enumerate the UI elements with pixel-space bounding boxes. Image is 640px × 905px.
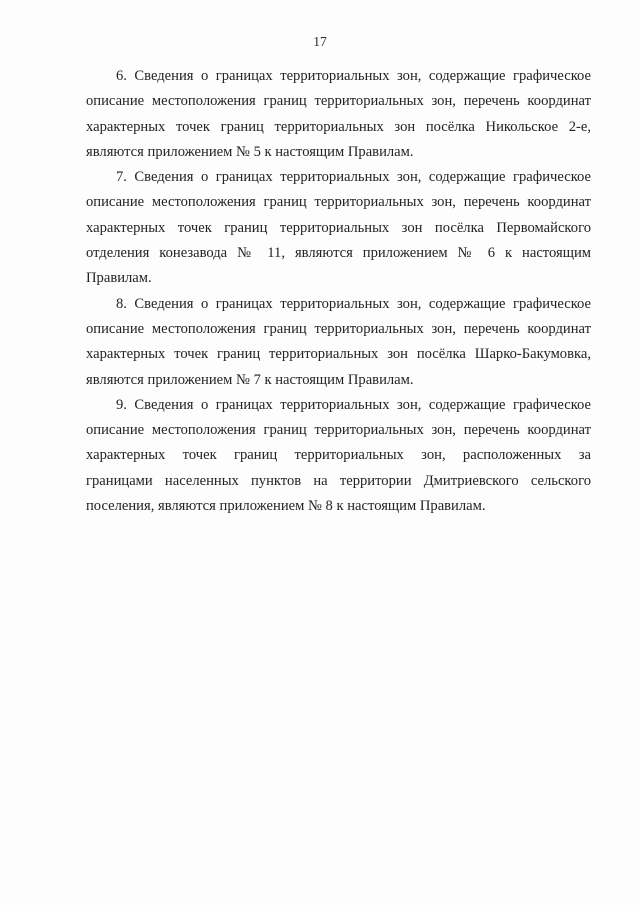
paragraph-line: являются приложением № 5 к настоящим Правилам.	[86, 143, 414, 160]
paragraph-9	[86, 393, 591, 519]
paragraph-line: характерных точек границ территориальных зон посёлка Никольское 2-е,	[86, 118, 591, 135]
paragraph-line: характерных точек границ территориальных зон посёлка Шарко-Бакумовка,	[86, 346, 591, 363]
paragraph-line: характерных точек границ территориальных зон посёлка Первомайского	[86, 219, 591, 236]
paragraph-line: описание местоположения границ территориальных зон, перечень координат	[86, 422, 591, 439]
paragraph-line: описание местоположения границ территориальных зон, перечень координат	[86, 93, 591, 110]
paragraph-line: поселения, являются приложением № 8 к настоящим Правилам.	[86, 498, 486, 515]
paragraph-8	[86, 292, 591, 393]
paragraph-line: 8. Сведения о границах территориальных зон, содержащие графическое	[116, 295, 591, 312]
paragraph-7	[86, 165, 591, 291]
paragraph-line: отделения конезавода № 11, являются приложением № 6 к настоящим	[86, 245, 591, 262]
paragraph-line: характерных точек границ территориальных зон, расположенных за	[86, 447, 591, 464]
paragraph-line: являются приложением № 7 к настоящим Правилам.	[86, 371, 414, 388]
paragraph-6	[86, 64, 591, 165]
paragraph-line: описание местоположения границ территориальных зон, перечень координат	[86, 194, 591, 211]
document-body	[86, 64, 591, 519]
page-number: 17	[313, 34, 327, 49]
paragraph-line: 9. Сведения о границах территориальных зон, содержащие графическое	[116, 396, 591, 413]
paragraph-line: 6. Сведения о границах территориальных зон, содержащие графическое	[116, 68, 591, 84]
paragraph-line: Правилам.	[86, 270, 152, 287]
paragraph-line: границами населенных пунктов на территории Дмитриевского сельского	[86, 472, 591, 489]
paragraph-line: 7. Сведения о границах территориальных зон, содержащие графическое	[116, 169, 591, 186]
paragraph-line: описание местоположения границ территориальных зон, перечень координат	[86, 320, 591, 337]
